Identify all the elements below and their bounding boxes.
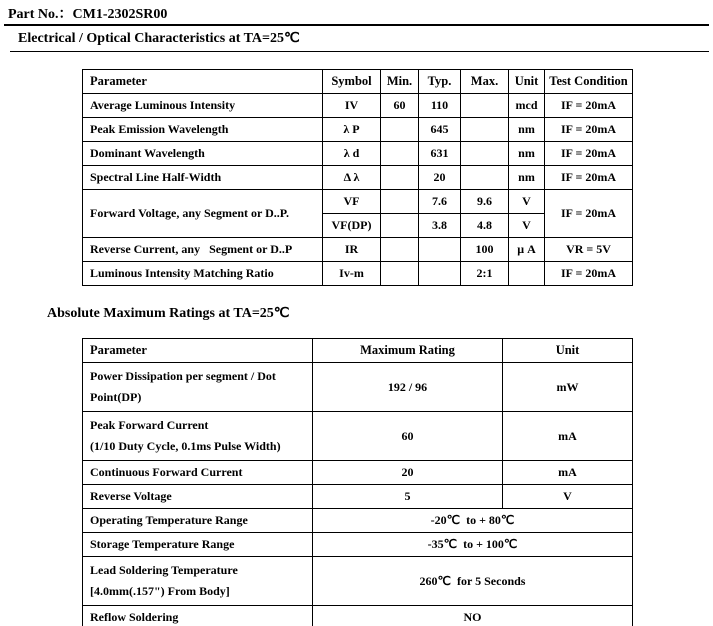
cell-parameter: Reflow Soldering — [83, 606, 313, 626]
cell-typ: 645 — [419, 118, 461, 142]
table-row — [83, 557, 633, 606]
cell-parameter: Average Luminous Intensity — [83, 94, 323, 118]
cell-unit: mA — [503, 461, 633, 485]
cell-rating: -20℃ to + 80℃ — [313, 509, 633, 533]
table-row — [83, 262, 633, 286]
table-header-row — [83, 70, 633, 94]
cell-typ — [419, 238, 461, 262]
cell-max — [461, 166, 509, 190]
cell-typ: 631 — [419, 142, 461, 166]
parameter-line-1: Lead Soldering Temperature — [90, 563, 238, 577]
header-unit: Unit — [503, 339, 633, 363]
parameter-line-1: Peak Forward Current — [90, 418, 209, 432]
cell-rating: -35℃ to + 100℃ — [313, 533, 633, 557]
cell-typ: 7.6 — [419, 190, 461, 214]
cell-unit: nm — [509, 118, 545, 142]
header-min: Min. — [381, 70, 419, 94]
header-parameter: Parameter — [83, 70, 323, 94]
header-test-condition: Test Condition — [545, 70, 633, 94]
cell-parameter: Operating Temperature Range — [83, 509, 313, 533]
maximum-ratings-table — [82, 338, 633, 626]
cell-max: 2:1 — [461, 262, 509, 286]
cell-rating: NO — [313, 606, 633, 626]
cell-max: 9.6 — [461, 190, 509, 214]
parameter-line-2: [4.0mm(.157") From Body] — [90, 584, 230, 598]
cell-rating: 5 — [313, 485, 503, 509]
table-row — [83, 606, 633, 626]
parameter-line-2: (1/10 Duty Cycle, 0.1ms Pulse Width) — [90, 439, 281, 453]
cell-min — [381, 118, 419, 142]
cell-unit: mW — [503, 363, 633, 412]
cell-min — [381, 190, 419, 214]
cell-min — [381, 238, 419, 262]
top-divider — [4, 24, 709, 26]
header-maximum-rating: Maximum Rating — [313, 339, 503, 363]
cell-max — [461, 118, 509, 142]
cell-parameter: Spectral Line Half-Width — [83, 166, 323, 190]
cell-rating: 60 — [313, 412, 503, 461]
header-typ: Typ. — [419, 70, 461, 94]
cell-min — [381, 142, 419, 166]
table-row — [83, 533, 633, 557]
cell-unit: nm — [509, 142, 545, 166]
cell-unit: mcd — [509, 94, 545, 118]
max-ratings-table-header — [83, 339, 633, 363]
cell-max: 100 — [461, 238, 509, 262]
cell-unit: V — [509, 214, 545, 238]
cell-unit: μ A — [509, 238, 545, 262]
cell-symbol: λ d — [323, 142, 381, 166]
header-max: Max. — [461, 70, 509, 94]
cell-rating: 20 — [313, 461, 503, 485]
cell-typ: 20 — [419, 166, 461, 190]
cell-max — [461, 94, 509, 118]
cell-parameter: Reverse Voltage — [83, 485, 313, 509]
cell-unit — [509, 262, 545, 286]
cell-symbol: IV — [323, 94, 381, 118]
cell-symbol: Iv-m — [323, 262, 381, 286]
max-ratings-table-body — [83, 363, 633, 626]
table-row — [83, 166, 633, 190]
cell-unit: nm — [509, 166, 545, 190]
cell-test-condition: IF = 20mA — [545, 190, 633, 238]
cell-rating: 260℃ for 5 Seconds — [313, 557, 633, 606]
electrical-table-header — [83, 70, 633, 94]
cell-min: 60 — [381, 94, 419, 118]
cell-parameter: Storage Temperature Range — [83, 533, 313, 557]
section-divider — [10, 51, 709, 52]
cell-unit: V — [503, 485, 633, 509]
cell-parameter: Peak Emission Wavelength — [83, 118, 323, 142]
header-symbol: Symbol — [323, 70, 381, 94]
cell-parameter — [83, 557, 313, 606]
cell-parameter: Reverse Current, any Segment or D..P — [83, 238, 323, 262]
table-row — [83, 412, 633, 461]
table-row — [83, 190, 633, 214]
cell-parameter: Dominant Wavelength — [83, 142, 323, 166]
cell-parameter: Continuous Forward Current — [83, 461, 313, 485]
cell-min — [381, 262, 419, 286]
cell-test-condition: IF = 20mA — [545, 142, 633, 166]
table-row — [83, 509, 633, 533]
table-row — [83, 94, 633, 118]
table-row — [83, 118, 633, 142]
section-electrical-title: Electrical / Optical Characteristics at TA=25℃ — [18, 31, 300, 46]
cell-symbol: VF(DP) — [323, 214, 381, 238]
cell-unit: mA — [503, 412, 633, 461]
parameter-line-1: Power Dissipation per segment / Dot — [90, 369, 276, 383]
parameter-line-2: Point(DP) — [90, 390, 142, 404]
cell-symbol: VF — [323, 190, 381, 214]
cell-min — [381, 214, 419, 238]
cell-symbol: λ P — [323, 118, 381, 142]
cell-unit: V — [509, 190, 545, 214]
table-row — [83, 142, 633, 166]
header-parameter: Parameter — [83, 339, 313, 363]
cell-typ — [419, 262, 461, 286]
cell-rating: 192 / 96 — [313, 363, 503, 412]
cell-test-condition: IF = 20mA — [545, 118, 633, 142]
cell-min — [381, 166, 419, 190]
cell-max — [461, 142, 509, 166]
header-unit: Unit — [509, 70, 545, 94]
cell-test-condition: IF = 20mA — [545, 262, 633, 286]
cell-parameter — [83, 412, 313, 461]
cell-symbol: Δ λ — [323, 166, 381, 190]
cell-parameter: Forward Voltage, any Segment or D..P. — [83, 190, 323, 238]
table-row — [83, 238, 633, 262]
cell-parameter — [83, 363, 313, 412]
cell-typ: 3.8 — [419, 214, 461, 238]
cell-test-condition: IF = 20mA — [545, 166, 633, 190]
part-number-text: Part No.：CM1-2302SR00 — [8, 7, 168, 22]
part-number-heading — [0, 0, 713, 24]
cell-parameter: Luminous Intensity Matching Ratio — [83, 262, 323, 286]
table-header-row — [83, 339, 633, 363]
section-max-ratings-title: Absolute Maximum Ratings at TA=25℃ — [47, 306, 290, 321]
cell-symbol: IR — [323, 238, 381, 262]
cell-typ: 110 — [419, 94, 461, 118]
cell-max: 4.8 — [461, 214, 509, 238]
electrical-table-body — [83, 94, 633, 286]
table-row — [83, 485, 633, 509]
table-row — [83, 461, 633, 485]
cell-test-condition: IF = 20mA — [545, 94, 633, 118]
table-row — [83, 363, 633, 412]
electrical-characteristics-table — [82, 69, 633, 286]
cell-test-condition: VR = 5V — [545, 238, 633, 262]
